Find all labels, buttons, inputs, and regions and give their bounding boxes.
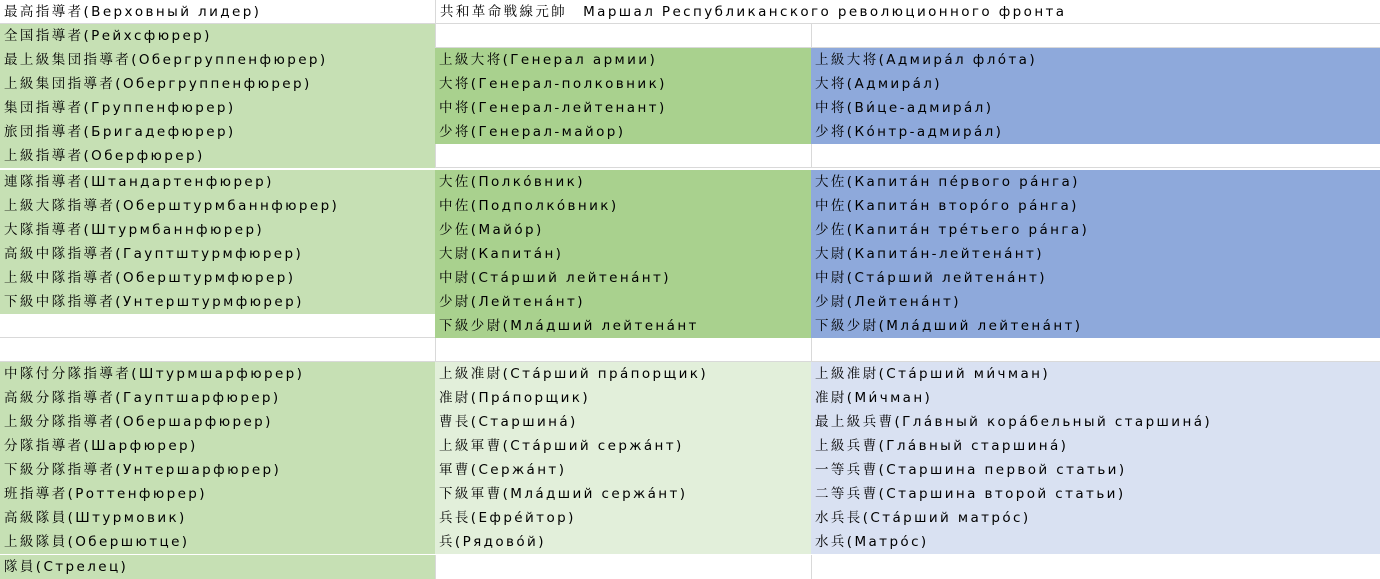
ss-rank-cell[interactable]: 旅団指導者(Бригадефюрер) [0,120,435,144]
table-row [0,218,1380,242]
navy-rank-cell[interactable]: 上級准尉(Ста́рший ми́чман) [811,362,1380,386]
ss-rank-cell[interactable]: 下級分隊指導者(Унтершарфюрер) [0,458,435,482]
army-rank-cell[interactable]: 下級少尉(Мла́дший лейтена́нт [435,314,811,338]
army-rank-cell[interactable]: 軍曹(Сержа́нт) [435,458,811,482]
table-row [0,410,1380,434]
army-rank-cell[interactable]: 上級准尉(Ста́рший пра́порщик) [435,362,811,386]
table-row [0,338,1380,362]
army-rank-cell[interactable]: 少尉(Лейтена́нт) [435,290,811,314]
army-rank-cell[interactable]: 大将(Генерал-полковник) [435,72,811,96]
ss-rank-cell[interactable]: 大隊指導者(Штурмбаннфюрер) [0,218,435,242]
table-row [0,242,1380,266]
ss-rank-cell[interactable]: 高級隊員(Штурмовик) [0,506,435,530]
army-rank-cell[interactable]: 少将(Генерал-майор) [435,120,811,144]
empty-cell[interactable] [0,314,435,338]
ss-rank-cell[interactable]: 上級分隊指導者(Обершарфюрер) [0,410,435,434]
table-row [0,362,1380,386]
navy-rank-cell[interactable]: 少尉(Лейтена́нт) [811,290,1380,314]
ss-rank-cell[interactable]: 班指導者(Роттенфюрер) [0,482,435,506]
army-rank-cell[interactable]: 上級軍曹(Ста́рший сержа́нт) [435,434,811,458]
supreme-leader-cell[interactable]: 最高指導者(Верховный лидер) [0,0,435,24]
ss-rank-cell[interactable]: 最上級集団指導者(Обергруппенфюрер) [0,48,435,72]
ss-rank-cell[interactable]: 分隊指導者(Шарфюрер) [0,434,435,458]
table-row [0,386,1380,410]
ss-rank-cell[interactable]: 上級隊員(Обершютце) [0,530,435,554]
table-row [0,506,1380,530]
ss-rank-cell[interactable]: 上級指導者(Оберфюрер) [0,144,435,168]
navy-rank-cell[interactable]: 大尉(Капита́н-лейтена́нт) [811,242,1380,266]
army-rank-cell[interactable]: 曹長(Старшина́) [435,410,811,434]
empty-cell[interactable] [811,24,1380,48]
army-rank-cell[interactable]: 少佐(Майо́р) [435,218,811,242]
table-row [0,314,1380,338]
army-rank-cell[interactable]: 大尉(Капита́н) [435,242,811,266]
ss-rank-cell[interactable]: 連隊指導者(Штандартенфюрер) [0,170,435,194]
header-row [0,0,1380,24]
table-row [0,120,1380,144]
empty-cell[interactable] [811,338,1380,362]
ss-rank-cell[interactable]: 高級分隊指導者(Гауптшарфюрер) [0,386,435,410]
ss-rank-cell[interactable]: 高級中隊指導者(Гауптштурмфюрер) [0,242,435,266]
table-row [0,194,1380,218]
navy-rank-cell[interactable]: 一等兵曹(Старшина первой статьи) [811,458,1380,482]
navy-rank-cell[interactable]: 水兵(Матро́с) [811,530,1380,554]
empty-cell[interactable] [811,144,1380,168]
empty-cell[interactable] [435,555,811,579]
army-rank-cell[interactable]: 兵(Рядово́й) [435,530,811,554]
ss-rank-cell[interactable]: 集団指導者(Группенфюрер) [0,96,435,120]
navy-rank-cell[interactable]: 中尉(Ста́рший лейтена́нт) [811,266,1380,290]
army-rank-cell[interactable]: 中尉(Ста́рший лейтена́нт) [435,266,811,290]
empty-cell[interactable] [435,144,811,168]
navy-rank-cell[interactable]: 准尉(Ми́чман) [811,386,1380,410]
navy-rank-cell[interactable]: 大佐(Капита́н пе́рвого ра́нга) [811,170,1380,194]
table-row [0,48,1380,72]
navy-rank-cell[interactable]: 下級少尉(Мла́дший лейтена́нт) [811,314,1380,338]
table-row [0,290,1380,314]
ss-rank-cell[interactable]: 上級大隊指導者(Оберштурмбаннфюрер) [0,194,435,218]
navy-rank-cell[interactable]: 最上級兵曹(Гла́вный кора́бельный старшина́) [811,410,1380,434]
army-rank-cell[interactable]: 下級軍曹(Мла́дший сержа́нт) [435,482,811,506]
navy-rank-cell[interactable]: 二等兵曹(Старшина второй статьи) [811,482,1380,506]
empty-cell[interactable] [811,555,1380,579]
empty-cell[interactable] [435,24,811,48]
navy-rank-cell[interactable]: 上級大将(Адмира́л фло́та) [811,48,1380,72]
navy-rank-cell[interactable]: 水兵長(Ста́рший матро́с) [811,506,1380,530]
table-row [0,434,1380,458]
empty-cell[interactable] [435,338,811,362]
navy-rank-cell[interactable]: 少佐(Капита́н тре́тьего ра́нга) [811,218,1380,242]
army-rank-cell[interactable]: 上級大将(Генерал армии) [435,48,811,72]
table-row [0,144,1380,168]
ss-rank-cell[interactable]: 隊員(Стрелец) [0,555,435,579]
navy-rank-cell[interactable]: 少将(Ко́нтр-адмира́л) [811,120,1380,144]
army-rank-cell[interactable]: 兵長(Ефре́йтор) [435,506,811,530]
navy-rank-cell[interactable]: 中将(Ви́це-адмира́л) [811,96,1380,120]
navy-rank-cell[interactable]: 上級兵曹(Гла́вный старшина́) [811,434,1380,458]
army-rank-cell[interactable]: 中佐(Подполко́вник) [435,194,811,218]
table-row [0,555,1380,579]
ss-rank-cell[interactable]: 上級中隊指導者(Оберштурмфюрер) [0,266,435,290]
navy-rank-cell[interactable]: 中佐(Капита́н второ́го ра́нга) [811,194,1380,218]
ss-rank-cell[interactable]: 上級集団指導者(Обергруппенфюрер) [0,72,435,96]
table-row [0,24,1380,48]
table-row [0,482,1380,506]
table-row [0,96,1380,120]
table-row [0,266,1380,290]
navy-rank-cell[interactable]: 大将(Адмира́л) [811,72,1380,96]
ss-rank-cell[interactable]: 全国指導者(Рейхсфюрер) [0,24,435,48]
table-row [0,72,1380,96]
army-rank-cell[interactable]: 大佐(Полко́вник) [435,170,811,194]
table-row [0,170,1380,194]
table-row [0,458,1380,482]
marshal-cell[interactable]: 共和革命戦線元帥 Маршал Республиканского революционного фронта [435,0,1380,24]
army-rank-cell[interactable]: 中将(Генерал-лейтенант) [435,96,811,120]
army-rank-cell[interactable]: 准尉(Пра́порщик) [435,386,811,410]
empty-cell[interactable] [0,338,435,362]
ss-rank-cell[interactable]: 下級中隊指導者(Унтерштурмфюрер) [0,290,435,314]
ss-rank-cell[interactable]: 中隊付分隊指導者(Штурмшарфюрер) [0,362,435,386]
table-row [0,530,1380,554]
